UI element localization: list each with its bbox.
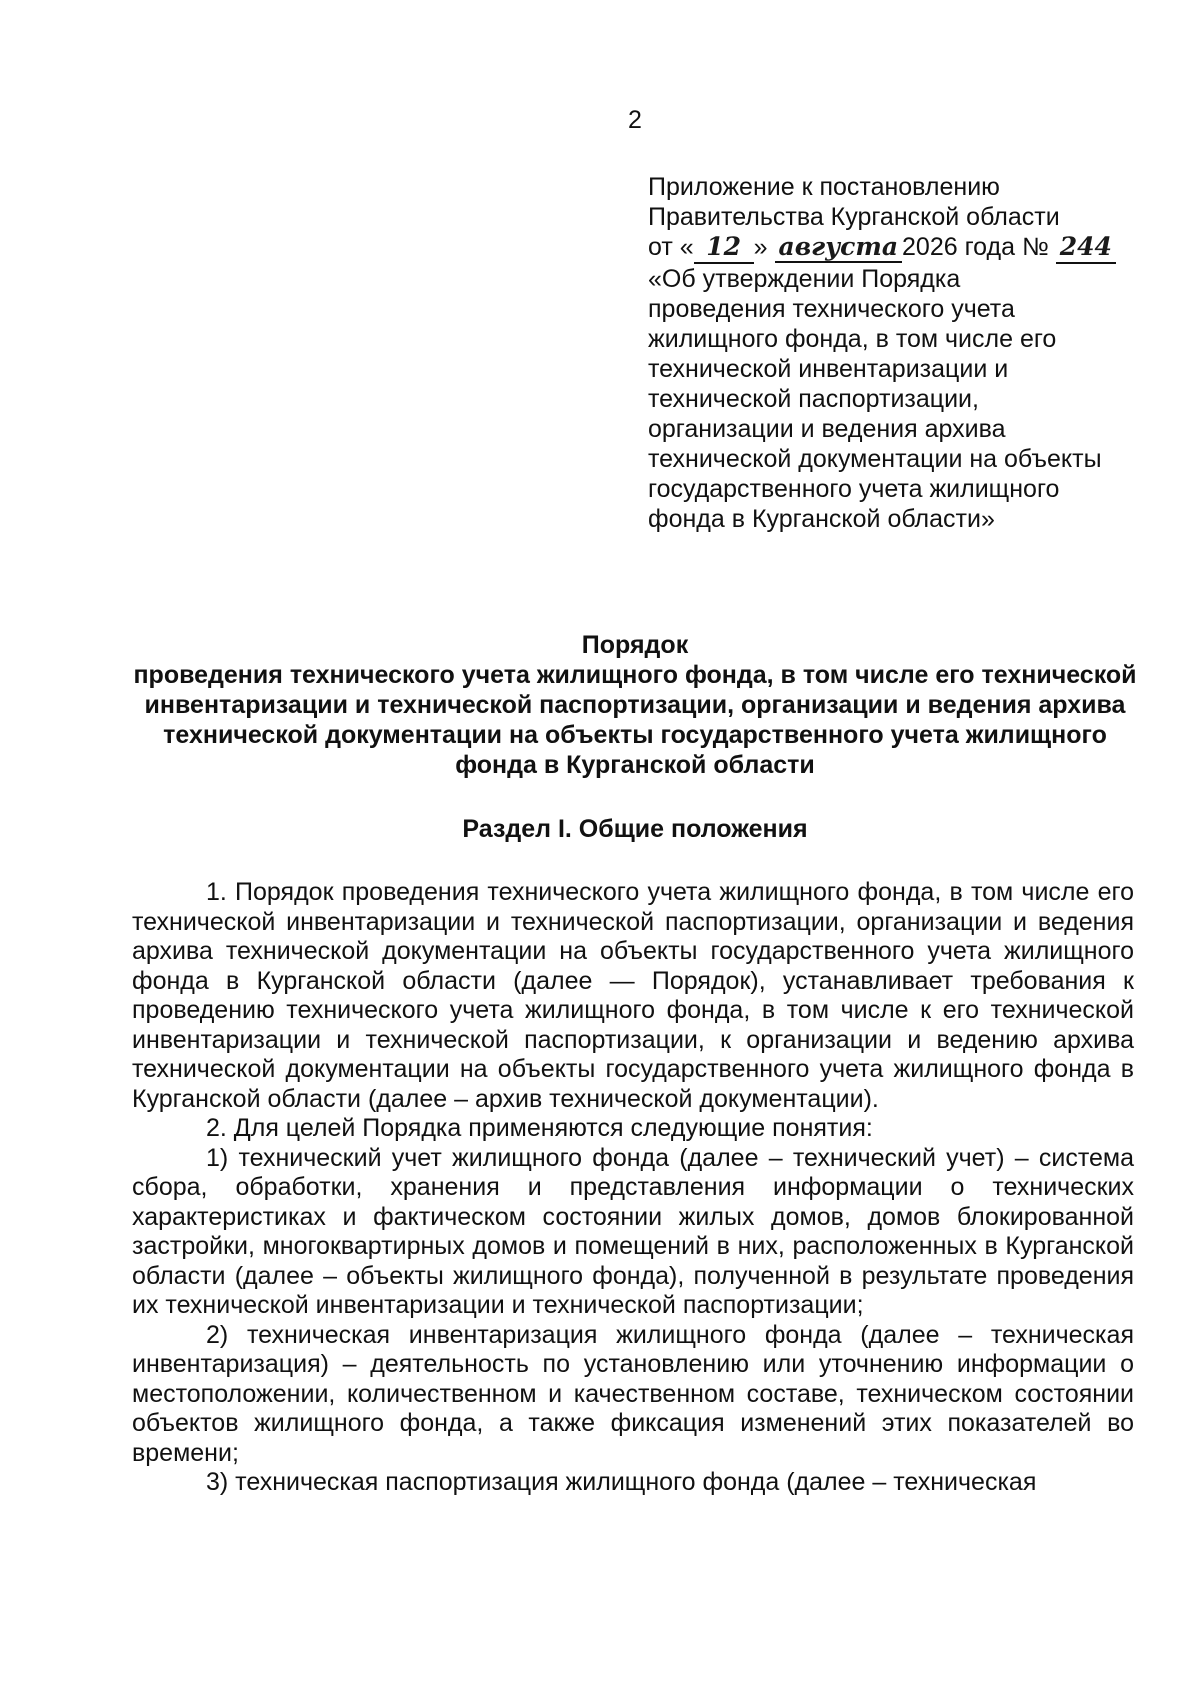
handwritten-month: августа [775,232,903,263]
year-suffix: 2026 года № [902,233,1049,261]
appendix-block [648,172,1148,534]
paragraph: 2) техническая инвентаризация жилищного фонда (далее – техническая инвентаризация) – деятельность по установлению или уточнению информации о местоположении, количественном и качественном составе, техническом состоянии объектов жилищного фонда, а также фиксация изменений этих показателей во времени; [132,1320,1134,1467]
document-title [120,630,1150,780]
appendix-title-line: технической паспортизации, [648,385,979,413]
section-heading: Раздел I. Общие положения [462,815,808,843]
appendix-date-line [648,232,1148,264]
paragraph: 3) техническая паспортизация жилищного фонда (далее – техническая [206,1468,1037,1496]
appendix-title-line: жилищного фонда, в том числе его [648,325,1057,353]
date-mid: » [753,233,768,261]
document-title-subtitle: проведения технического учета жилищного фонда, в том числе его технической инвентаризации и технической паспортизации, организации и ведения архива технической документации на объекты государственного учета жилищного фонда в Курганской области [133,661,1137,779]
appendix-title-line: технической инвентаризации и [648,355,1009,383]
appendix-title-line: технической документации на объекты [648,445,1102,473]
appendix-line-1: Приложение к постановлению [648,173,1000,201]
appendix-title-line: проведения технического учета [648,295,1015,323]
appendix-title-line: организации и ведения архива [648,415,1006,443]
handwritten-number: 244 [1056,232,1116,264]
body-text [132,878,1134,1498]
page-number: 2 [628,106,642,134]
paragraph: 2. Для целей Порядка применяются следующие понятия: [206,1114,873,1142]
paragraph: 1. Порядок проведения технического учета жилищного фонда, в том числе его технической инвентаризации и технической паспортизации, организации и ведения архива технической документации на объекты государственного учета жилищного фонда в Курганской области (далее — Порядок), устанавливает требования к проведению технического учета жилищного фонда, в том числе к его технической инвентаризации и технической паспортизации, к организации и ведению архива технической документации на объекты государственного учета жилищного фонда в Курганской области (далее – архив технической документации). [132,878,1134,1113]
paragraph: 1) технический учет жилищного фонда (далее – технический учет) – система сбора, обработки, хранения и представления информации о технических характеристиках и фактическом состоянии жилых домов, домов блокированной застройки, многоквартирных домов и помещений в них, расположенных в Курганской области (далее – объекты жилищного фонда), полученной в результате проведения их технической инвентаризации и технической паспортизации; [132,1143,1134,1319]
date-prefix: от « [648,233,694,261]
document-title-main: Порядок [581,631,689,659]
appendix-title-line: фонда в Курганской области» [648,505,995,533]
handwritten-day: 12 [694,232,754,264]
appendix-title-line: «Об утверждении Порядка [648,265,961,293]
appendix-title-line: государственного учета жилищного [648,475,1060,503]
appendix-line-2: Правительства Курганской области [648,203,1060,231]
